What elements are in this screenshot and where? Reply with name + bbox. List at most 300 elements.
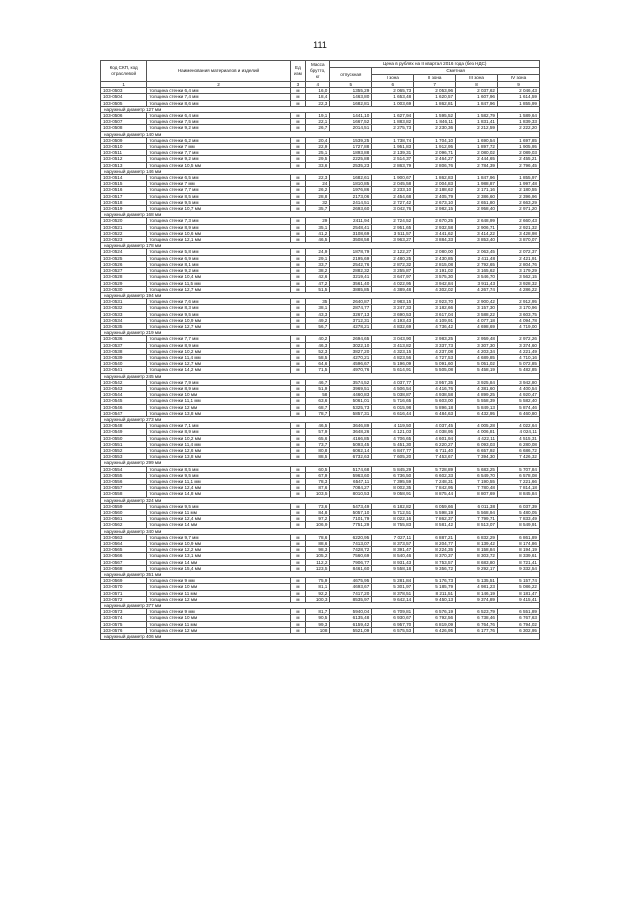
cell-zone-1-price: 4 706,65 [372,435,414,441]
cell-code: 103-0543 [101,385,147,391]
cell-zone-3-price: 5 135,51 [456,578,498,584]
cell-unit: м [290,441,305,447]
cell-mass: 47,2 [306,280,330,286]
cell-name: толщина стенки 7,5 мм [147,119,290,125]
cell-release-price: 4693,67 [330,584,372,590]
cell-zone-4-price: 5 582,40 [498,398,540,404]
cell-release-price: 1355,29 [330,88,372,94]
cell-release-price: 2542,76 [330,261,372,267]
cell-unit: м [290,100,305,106]
cell-release-price: 7906,77 [330,559,372,565]
cell-zone-2-price: 4 038,95 [414,429,456,435]
cell-mass: 88,5 [306,454,330,460]
cell-unit: м [290,286,305,292]
cell-zone-3-price: 2 063,45 [456,249,498,255]
cell-zone-4-price: 2 660,43 [498,218,540,224]
cell-name: толщина стенки 10 мм [147,392,290,398]
cell-zone-2-price: 1 595,52 [414,113,456,119]
cell-code: 103-0519 [101,206,147,212]
cell-zone-4-price: 5 482,85 [498,367,540,373]
cell-unit: м [290,423,305,429]
section-label: наружный диаметр 351 мм [101,572,540,578]
cell-unit: м [290,472,305,478]
cell-zone-2-price: 7 453,67 [414,454,456,460]
cell-mass: 73,6 [306,503,330,509]
cell-unit: м [290,317,305,323]
cell-unit: м [290,392,305,398]
cell-zone-4-price: 2 089,03 [498,150,540,156]
cell-zone-1-price: 6 736,50 [372,472,414,478]
cell-zone-4-price: 1 589,64 [498,113,540,119]
cell-code: 103-0507 [101,119,147,125]
cell-zone-1-price: 1 900,67 [372,175,414,181]
cell-zone-3-price: 6 764,76 [456,621,498,627]
cell-zone-1-price: 2 727,42 [372,199,414,205]
cell-zone-2-price: 2 405,79 [414,193,456,199]
cell-zone-3-price: 3 546,70 [456,274,498,280]
cell-mass: 32 [306,199,330,205]
cell-zone-4-price: 7 426,32 [498,454,540,460]
cell-release-price: 6159,42 [330,621,372,627]
cell-unit: м [290,237,305,243]
cell-zone-2-price: 8 581,42 [414,522,456,528]
cell-zone-2-price: 4 302,02 [414,286,456,292]
cell-zone-3-price: 8 303,72 [456,553,498,559]
cell-unit: м [290,268,305,274]
cell-zone-3-price: 5 683,25 [456,466,498,472]
cell-unit: м [290,342,305,348]
cell-zone-2-price: 6 711,40 [414,447,456,453]
cell-zone-1-price: 2 122,27 [372,249,414,255]
cell-zone-3-price: 7 394,30 [456,454,498,460]
cell-mass: 35 [306,299,330,305]
header-estimate: Сметная [372,68,540,75]
cell-name: толщина стенки 10,2 мм [147,348,290,354]
cell-code: 103-0511 [101,150,147,156]
cell-zone-1-price: 3 413,82 [372,342,414,348]
cell-zone-1-price: 8 391,47 [372,547,414,553]
cell-name: толщина стенки 9,5 мм [147,503,290,509]
cell-release-price: 3267,13 [330,311,372,317]
cell-mass: 105,2 [306,553,330,559]
cell-zone-1-price: 4 506,54 [372,385,414,391]
cell-zone-3-price: 4 077,18 [456,317,498,323]
cell-zone-3-price: 4 203,34 [456,348,498,354]
cell-zone-1-price: 3 963,27 [372,237,414,243]
cell-zone-1-price: 4 119,50 [372,423,414,429]
header-zone-2: II зона [414,75,456,82]
cell-zone-3-price: 2 784,39 [456,162,498,168]
cell-zone-2-price: 6 887,21 [414,534,456,540]
cell-zone-2-price: 5 603,00 [414,398,456,404]
cell-zone-3-price: 2 906,71 [456,224,498,230]
cell-code: 103-0538 [101,348,147,354]
cell-unit: м [290,199,305,205]
cell-release-price: 5174,68 [330,466,372,472]
cell-zone-4-price: 1 997,48 [498,181,540,187]
cell-unit: м [290,193,305,199]
cell-zone-2-price: 6 576,19 [414,609,456,615]
cell-zone-3-price: 6 523,79 [456,609,498,615]
cell-zone-2-price: 9 450,13 [414,596,456,602]
cell-name: толщина стенки 7,7 мм [147,187,290,193]
cell-code: 103-0534 [101,317,147,323]
cell-name: толщина стенки 14,2 мм [147,367,290,373]
cell-zone-4-price: 6 460,80 [498,410,540,416]
cell-zone-3-price: 2 171,16 [456,187,498,193]
cell-zone-4-price: 2 663,29 [498,199,540,205]
cell-name: толщина стенки 8,6 мм [147,100,290,106]
column-index-cell: 2 [147,82,290,88]
cell-release-price: 3574,52 [330,379,372,385]
cell-mass: 29 [306,218,330,224]
cell-zone-3-price: 2 386,60 [456,193,498,199]
cell-zone-3-price: 4 698,69 [456,323,498,329]
cell-release-price: 4596,67 [330,361,372,367]
cell-zone-4-price: 8 721,41 [498,559,540,565]
cell-mass: 108 [306,627,330,633]
cell-zone-3-price: 2 792,65 [456,261,498,267]
cell-release-price: 4166,85 [330,435,372,441]
cell-code: 103-0549 [101,429,147,435]
cell-zone-1-price: 3 255,87 [372,268,414,274]
cell-unit: м [290,621,305,627]
cell-zone-4-price: 4 024,11 [498,429,540,435]
cell-zone-1-price: 6 616,44 [372,410,414,416]
cell-unit: м [290,553,305,559]
cell-mass: 38,1 [306,305,330,311]
cell-zone-2-price: 2 983,25 [414,336,456,342]
cell-zone-3-price: 8 513,07 [456,522,498,528]
cell-name: толщина стенки 15,4 мм [147,565,290,571]
cell-release-price: 2693,60 [330,206,372,212]
cell-zone-1-price: 7 605,20 [372,454,414,460]
cell-zone-2-price: 3 575,30 [414,274,456,280]
cell-mass: 28,8 [306,193,330,199]
cell-release-price: 7751,29 [330,522,372,528]
cell-name: толщина стенки 9,5 мм [147,311,290,317]
cell-unit: м [290,609,305,615]
cell-name: толщина стенки 11,1 мм [147,398,290,404]
cell-zone-1-price: 1 951,83 [372,144,414,150]
cell-unit: м [290,311,305,317]
cell-unit: м [290,534,305,540]
cell-zone-3-price: 9 292,17 [456,565,498,571]
cell-zone-2-price: 6 426,95 [414,627,456,633]
cell-unit: м [290,479,305,485]
cell-mass: 80,8 [306,447,330,453]
cell-release-price: 3219,41 [330,274,372,280]
cell-mass: 16,0 [306,88,330,94]
cell-mass: 22,3 [306,100,330,106]
cell-zone-1-price: 1 653,48 [372,94,414,100]
cell-name: толщина стенки 10,5 мм [147,162,290,168]
cell-zone-1-price: 4 389,48 [372,286,414,292]
cell-name: толщина стенки 9,7 мм [147,534,290,540]
cell-zone-1-price: 8 022,16 [372,516,414,522]
cell-unit: м [290,230,305,236]
cell-code: 103-0555 [101,472,147,478]
cell-zone-1-price: 5 451,30 [372,441,414,447]
cell-zone-2-price: 2 053,96 [414,88,456,94]
cell-name: толщина стенки 7 мм [147,144,290,150]
cell-release-price: 1463,80 [330,94,372,100]
section-label: наружный диаметр 377 мм [101,603,540,609]
cell-zone-4-price: 2 971,20 [498,206,540,212]
cell-code: 103-0526 [101,261,147,267]
cell-code: 103-0528 [101,274,147,280]
cell-zone-3-price: 1 897,72 [456,144,498,150]
cell-release-price: 2014,51 [330,125,372,131]
cell-zone-2-price: 3 884,33 [414,237,456,243]
cell-code: 103-0508 [101,125,147,131]
cell-code: 103-0503 [101,88,147,94]
cell-zone-4-price: 8 339,61 [498,553,540,559]
cell-unit: м [290,596,305,602]
cell-code: 103-0512 [101,156,147,162]
cell-zone-3-price: 8 683,80 [456,559,498,565]
cell-zone-4-price: 1 855,97 [498,175,540,181]
cell-zone-1-price: 2 514,37 [372,156,414,162]
cell-name: толщина стенки 8,5 мм [147,193,290,199]
cell-zone-3-price: 5 051,02 [456,361,498,367]
cell-zone-1-price: 6 847,77 [372,447,414,453]
cell-release-price: 1893,88 [330,150,372,156]
cell-code: 103-0547 [101,410,147,416]
cell-code: 103-0571 [101,590,147,596]
cell-release-price: 8461,60 [330,565,372,571]
cell-name: толщина стенки 9 мм [147,609,290,615]
cell-mass: 43,3 [306,311,330,317]
cell-zone-2-price: 4 237,08 [414,348,456,354]
cell-zone-4-price: 6 280,08 [498,441,540,447]
cell-code: 103-0570 [101,584,147,590]
cell-zone-4-price: 4 920,47 [498,392,540,398]
cell-zone-1-price: 8 373,57 [372,541,414,547]
cell-zone-2-price: 8 370,37 [414,553,456,559]
cell-code: 103-0574 [101,615,147,621]
cell-code: 103-0513 [101,162,147,168]
cell-release-price: 3885,85 [330,286,372,292]
cell-zone-3-price: 4 422,11 [456,435,498,441]
cell-release-price: 2414,51 [330,199,372,205]
cell-name: толщина стенки 12,4 мм [147,516,290,522]
cell-unit: м [290,367,305,373]
cell-zone-2-price: 8 875,44 [414,491,456,497]
cell-unit: м [290,541,305,547]
cell-zone-2-price: 2 430,85 [414,255,456,261]
cell-zone-2-price: 7 842,95 [414,485,456,491]
cell-zone-4-price: 5 072,85 [498,361,540,367]
cell-zone-2-price: 1 846,11 [414,119,456,125]
cell-zone-2-price: 4 727,53 [414,354,456,360]
cell-release-price: 2225,88 [330,156,372,162]
cell-code: 103-0510 [101,144,147,150]
cell-zone-4-price: 2 046,43 [498,88,540,94]
cell-zone-3-price: 2 444,65 [456,156,498,162]
cell-zone-1-price: 5 614,91 [372,367,414,373]
cell-zone-2-price: 4 037,45 [414,423,456,429]
cell-zone-3-price: 9 374,89 [456,596,498,602]
cell-mass: 22,9 [306,144,330,150]
cell-zone-2-price: 2 815,08 [414,261,456,267]
cell-zone-1-price: 9 058,91 [372,491,414,497]
cell-zone-3-price: 3 157,30 [456,305,498,311]
column-index-cell: 4 [306,82,330,88]
cell-mass: 46,5 [306,423,330,429]
cell-zone-4-price: 5 086,22 [498,584,540,590]
cell-name: толщина стенки 12 мм [147,627,290,633]
cell-release-price: 7101,79 [330,516,372,522]
cell-zone-1-price: 1 003,69 [372,100,414,106]
cell-zone-1-price: 9 558,18 [372,565,414,571]
cell-unit: м [290,410,305,416]
column-index-cell: 6 [372,82,414,88]
cell-mass: 24 [306,181,330,187]
cell-zone-1-price: 5 281,84 [372,578,414,584]
cell-name: толщина стенки 7,1 мм [147,423,290,429]
cell-zone-4-price: 6 767,63 [498,615,540,621]
cell-zone-1-price: 6 709,81 [372,609,414,615]
cell-code: 103-0566 [101,553,147,559]
cell-name: толщина стенки 11,4 мм [147,354,290,360]
section-row [101,634,540,640]
cell-release-price: 4675,95 [330,578,372,584]
cell-release-price: 8535,97 [330,596,372,602]
cell-zone-4-price: 1 697,85 [498,137,540,143]
cell-unit: м [290,454,305,460]
cell-code: 103-0548 [101,423,147,429]
cell-name: толщина стенки 11,1 мм [147,479,290,485]
cell-zone-2-price: 3 191,02 [414,268,456,274]
cell-mass: 38,2 [306,268,330,274]
cell-mass: 123,5 [306,565,330,571]
cell-mass: 22,1 [306,119,330,125]
cell-release-price: 1727,88 [330,144,372,150]
section-label: наружный диаметр 273 мм [101,416,540,422]
cell-zone-3-price: 3 414,22 [456,230,498,236]
section-label: наружный диаметр 178 мм [101,243,540,249]
cell-mass: 60,5 [306,466,330,472]
cell-unit: м [290,503,305,509]
cell-release-price: 6062,14 [330,447,372,453]
cell-unit: м [290,485,305,491]
cell-unit: м [290,447,305,453]
cell-unit: м [290,565,305,571]
cell-unit: м [290,584,305,590]
cell-unit: м [290,398,305,404]
section-label: наружный диаметр 127 мм [101,106,540,112]
cell-code: 103-0535 [101,323,147,329]
cell-zone-2-price: 5 185,79 [414,584,456,590]
cell-code: 103-0530 [101,286,147,292]
cell-code: 103-0504 [101,94,147,100]
cell-code: 103-0509 [101,137,147,143]
cell-name: толщина стенки 5,8 мм [147,249,290,255]
cell-name: толщина стенки 9,5 мм [147,472,290,478]
cell-name: толщина стенки 10 мм [147,584,290,590]
cell-unit: м [290,522,305,528]
cell-mass: 49,2 [306,317,330,323]
cell-zone-2-price: 2 670,25 [414,218,456,224]
cell-mass: 46,3 [306,342,330,348]
cell-release-price: 1810,85 [330,181,372,187]
cell-zone-3-price: 1 582,79 [456,113,498,119]
cell-zone-3-price: 6 432,95 [456,410,498,416]
cell-mass: 33,6 [306,162,330,168]
cell-zone-4-price: 3 374,60 [498,342,540,348]
cell-zone-3-price: 2 080,02 [456,150,498,156]
cell-mass: 51,9 [306,385,330,391]
cell-zone-3-price: 6 832,29 [456,534,498,540]
cell-release-price: 2882,32 [330,268,372,274]
cell-zone-1-price: 2 724,52 [372,218,414,224]
cell-name: толщина стенки 11 мм [147,590,290,596]
price-table [100,60,540,640]
cell-name: толщина стенки 8,9 мм [147,385,290,391]
cell-zone-3-price: 2 648,99 [456,218,498,224]
cell-zone-1-price: 4 323,15 [372,348,414,354]
cell-code: 103-0529 [101,280,147,286]
cell-zone-2-price: 1 620,57 [414,94,456,100]
cell-code: 103-0576 [101,627,147,633]
cell-unit: м [290,280,305,286]
cell-zone-1-price: 3 043,90 [372,336,414,342]
cell-release-price: 5857,31 [330,410,372,416]
column-index-cell: 1 [101,82,147,88]
cell-release-price: 6220,95 [330,534,372,540]
cell-zone-3-price: 6 011,38 [456,503,498,509]
cell-zone-3-price: 3 165,62 [456,268,498,274]
cell-unit: м [290,361,305,367]
cell-zone-2-price: 6 059,66 [414,503,456,509]
cell-zone-3-price: 5 568,94 [456,510,498,516]
cell-zone-4-price: 2 804,76 [498,261,540,267]
cell-zone-1-price: 5 716,65 [372,398,414,404]
cell-zone-1-price: 4 832,69 [372,323,414,329]
cell-zone-4-price: 2 180,55 [498,187,540,193]
cell-mass: 57,9 [306,429,330,435]
cell-unit: м [290,559,305,565]
cell-mass: 65,6 [306,435,330,441]
cell-unit: м [290,466,305,472]
cell-release-price: 5473,49 [330,503,372,509]
cell-name: толщина стенки 12,4 мм [147,485,290,491]
cell-zone-2-price: 2 673,10 [414,199,456,205]
cell-zone-1-price: 5 712,51 [372,510,414,516]
cell-zone-1-price: 6 015,98 [372,404,414,410]
cell-unit: м [290,224,305,230]
cell-mass: 81,7 [306,609,330,615]
cell-name: толщина стенки 12,7 мм [147,361,290,367]
cell-code: 103-0569 [101,578,147,584]
cell-zone-2-price: 2 982,15 [414,206,456,212]
cell-mass: 73,7 [306,441,330,447]
cell-code: 103-0553 [101,454,147,460]
cell-code: 103-0518 [101,199,147,205]
cell-zone-3-price: 8 807,69 [456,491,498,497]
cell-mass: 106,9 [306,522,330,528]
cell-release-price: 7428,72 [330,547,372,553]
cell-zone-4-price: 3 428,98 [498,230,540,236]
cell-zone-4-price: 2 421,91 [498,255,540,261]
cell-code: 103-0563 [101,534,147,540]
cell-code: 103-0559 [101,503,147,509]
cell-unit: м [290,547,305,553]
cell-zone-1-price: 2 454,68 [372,193,414,199]
cell-mass: 100,3 [306,596,330,602]
cell-release-price: 3827,20 [330,348,372,354]
